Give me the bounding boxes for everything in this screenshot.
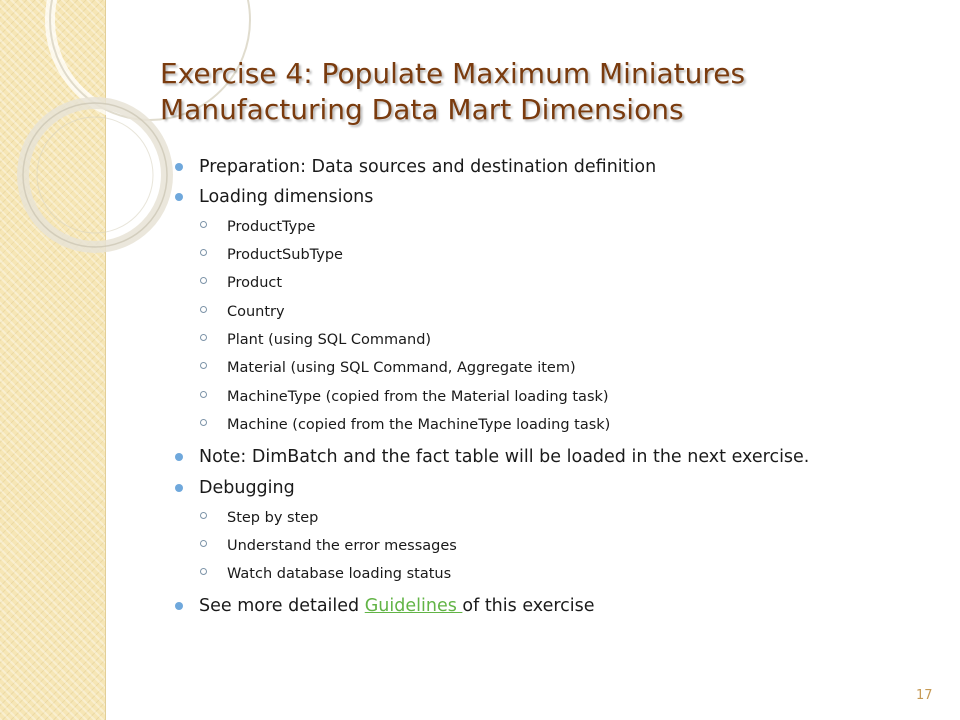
sub-item [227, 415, 610, 435]
sub-item [227, 387, 609, 407]
bullet-dot [175, 453, 183, 461]
sub-item [227, 536, 457, 556]
sub-item [227, 273, 282, 293]
sub-item-text: Understand the error messages [227, 538, 457, 554]
bullet-loading-dimensions [199, 186, 373, 208]
title-line-1: Exercise 4: Populate Maximum Miniatures [160, 57, 746, 90]
bullet-dot [175, 163, 183, 171]
bullet-text: Preparation: Data sources and destination definition [199, 157, 657, 177]
sub-item-text: Watch database loading status [227, 566, 452, 582]
sub-bullet-ring [200, 568, 207, 575]
slide-title [160, 56, 930, 128]
bullet-dot [175, 193, 183, 201]
sub-item [227, 358, 576, 378]
bullet-debugging [199, 477, 295, 499]
sub-bullet-ring [200, 334, 207, 341]
sub-bullet-ring [200, 221, 207, 228]
see-more-suffix: of this exercise [462, 596, 595, 616]
sub-item [227, 217, 315, 237]
sub-item-text: Step by step [227, 510, 319, 526]
sub-item-text: Machine (copied from the MachineType loading task) [227, 417, 611, 433]
sub-bullet-ring [200, 391, 207, 398]
bullet-dot [175, 484, 183, 492]
bullet-text: Note: DimBatch and the fact table will be loaded in the next exercise. [199, 447, 810, 467]
sub-bullet-ring [200, 540, 207, 547]
decorative-rings [0, 0, 260, 300]
sub-item-text: Material (using SQL Command, Aggregate item) [227, 360, 576, 376]
sub-bullet-ring [200, 512, 207, 519]
sub-item [227, 302, 285, 322]
title-line-2: Manufacturing Data Mart Dimensions [160, 93, 684, 126]
sub-bullet-ring [200, 277, 207, 284]
sub-item-text: ProductType [227, 219, 316, 235]
sub-bullet-ring [200, 362, 207, 369]
sub-item-text: Country [227, 304, 285, 320]
see-more-prefix: See more detailed [199, 596, 365, 616]
guidelines-link[interactable]: Guidelines [364, 596, 463, 616]
sub-item-text: ProductSubType [227, 247, 343, 263]
bullet-note [199, 446, 809, 468]
sub-item-text: Plant (using SQL Command) [227, 332, 432, 348]
sub-item-text: Product [227, 275, 283, 291]
sub-item [227, 330, 431, 350]
bullet-text: Loading dimensions [199, 187, 374, 207]
sub-item-text: MachineType (copied from the Material loading task) [227, 389, 609, 405]
sub-item [227, 245, 343, 265]
bullet-preparation [199, 156, 656, 178]
sub-item [227, 564, 451, 584]
bullet-dot [175, 602, 183, 610]
page-number: 17 [916, 688, 933, 703]
sub-bullet-ring [200, 419, 207, 426]
sub-bullet-ring [200, 249, 207, 256]
sub-bullet-ring [200, 306, 207, 313]
bullet-see-more [199, 595, 595, 617]
bullet-text: Debugging [199, 478, 295, 498]
sub-item [227, 508, 318, 528]
